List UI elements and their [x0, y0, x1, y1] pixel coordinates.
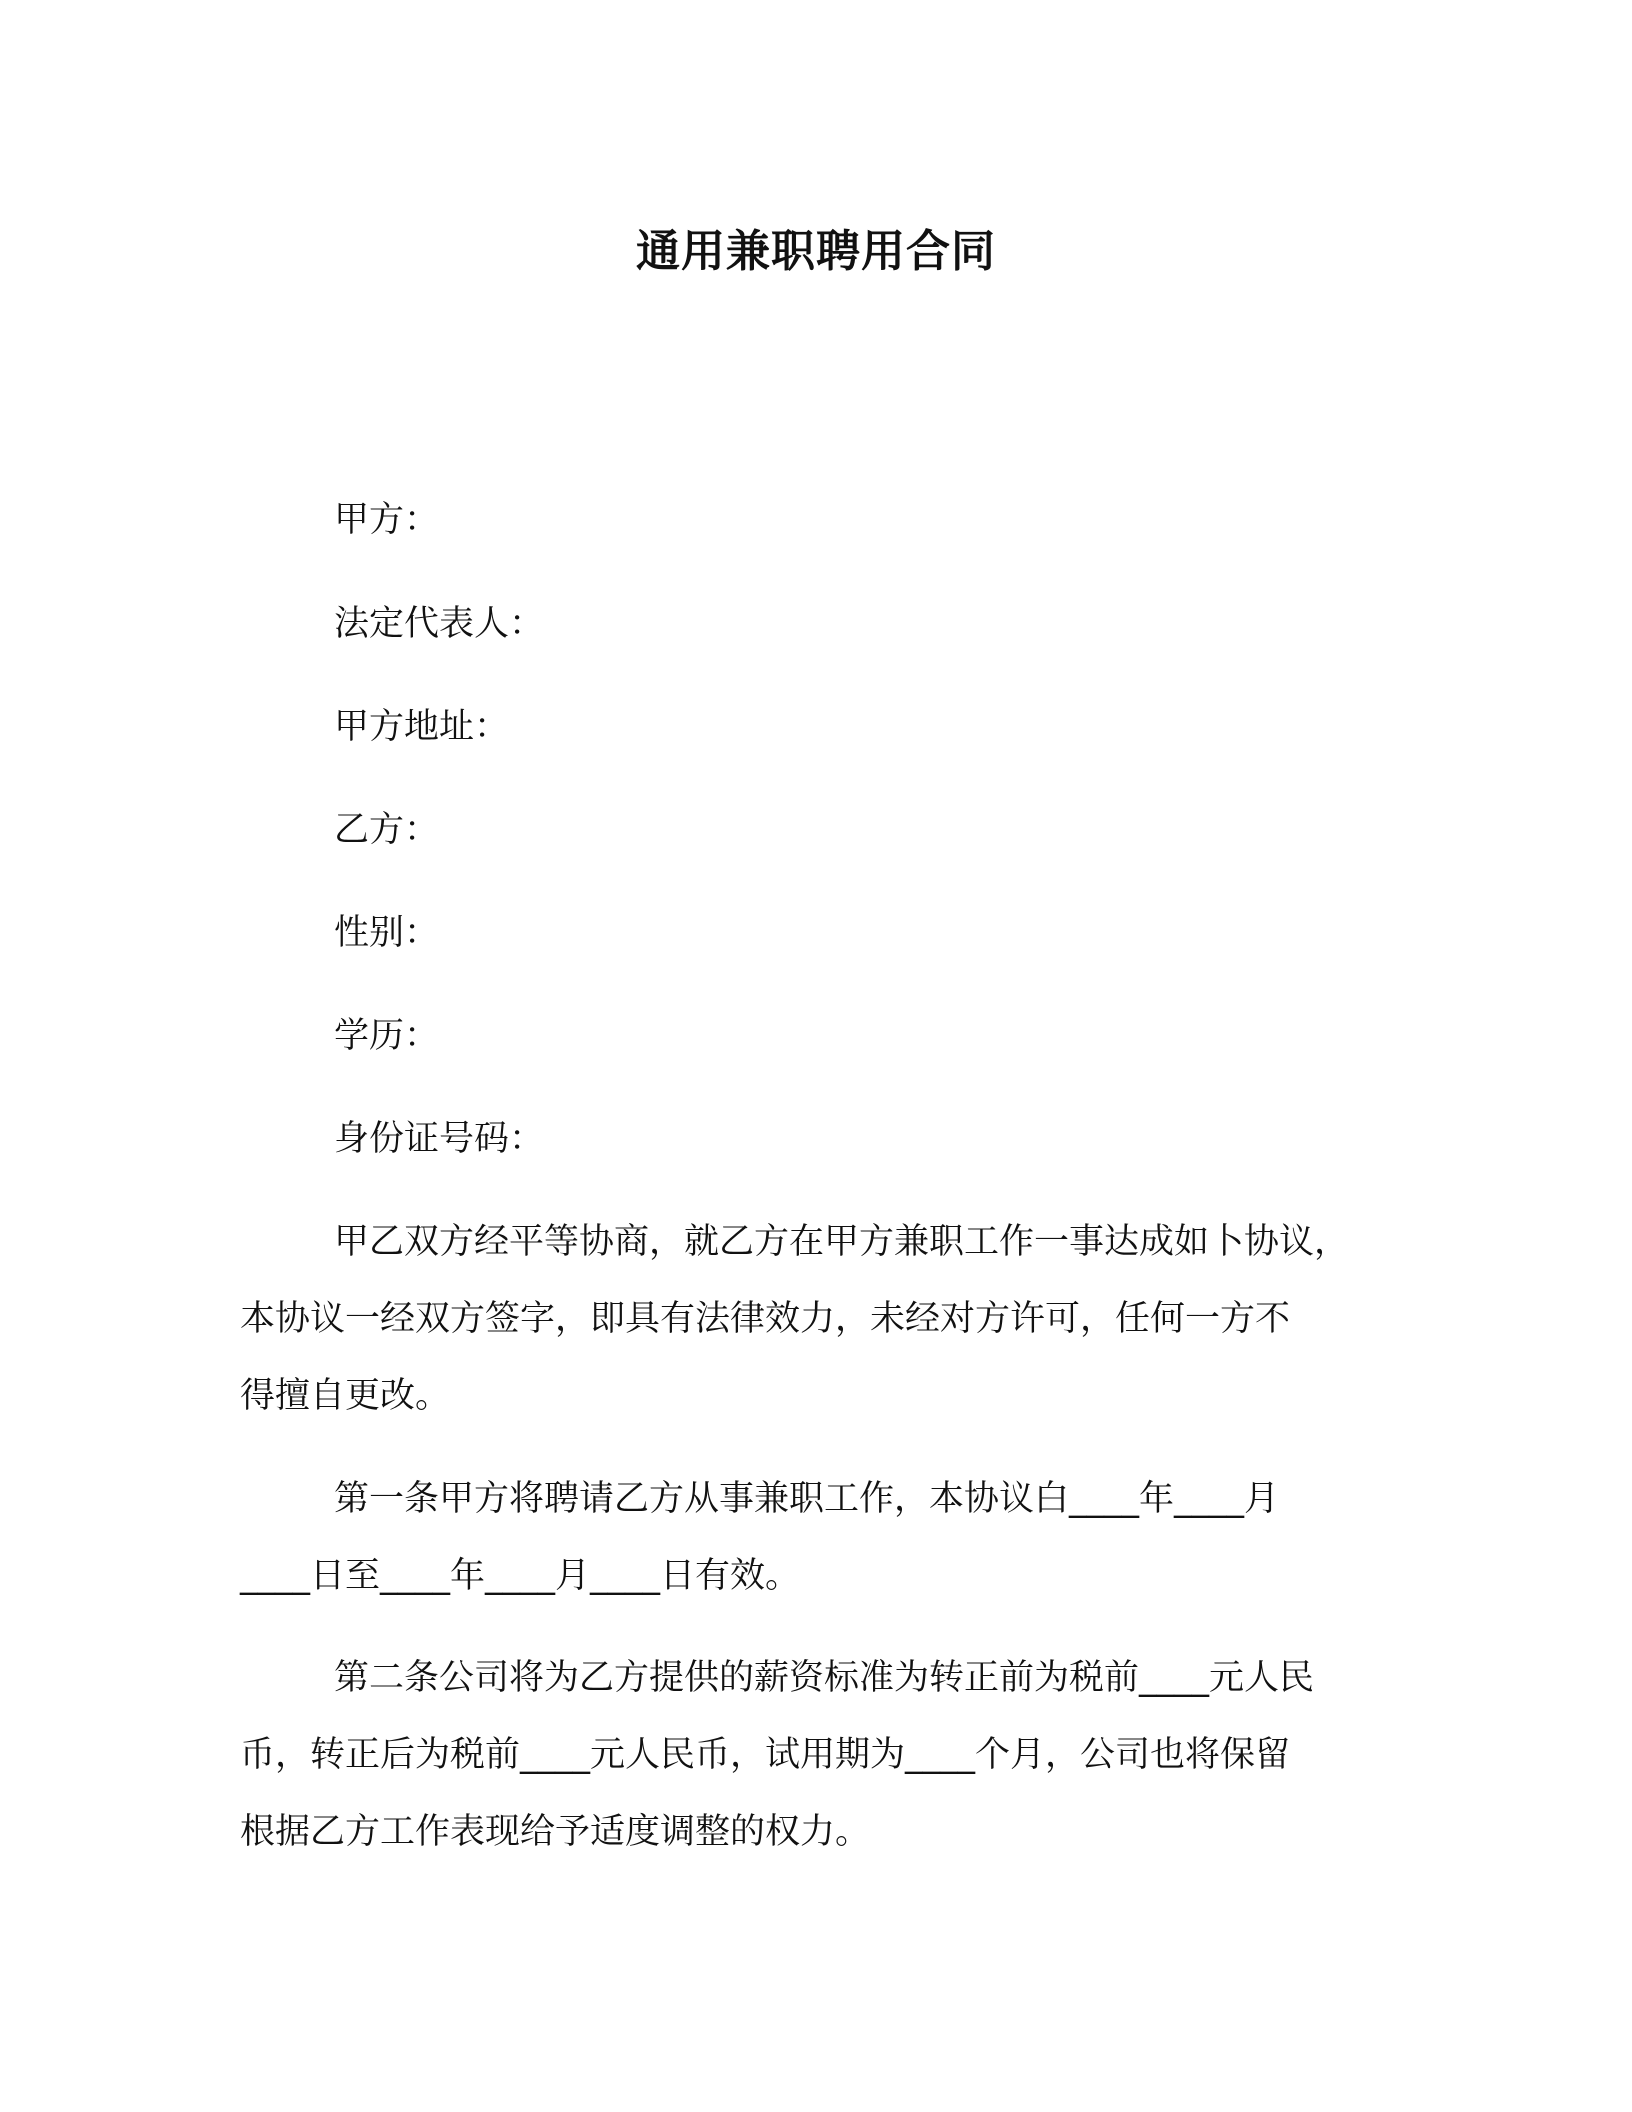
paragraph-line: ____日至____年____月____日有效。 — [240, 1556, 801, 1596]
paragraph-line: 第一条甲方将聘请乙方从事兼职工作，本协议白____年____月 — [334, 1479, 1280, 1519]
document-title: 通用兼职聘用合同 — [636, 226, 996, 277]
paragraph-line: 得擅自更改。 — [240, 1376, 451, 1416]
paragraph-article-2 — [240, 1640, 1400, 1871]
paragraph-line: 币，转正后为税前____元人民币，试用期为____个月，公司也将保留 — [240, 1735, 1291, 1775]
paragraph-line: 根据乙方工作表现给予适度调整的权力。 — [240, 1812, 871, 1852]
paragraph-article-1 — [240, 1461, 1400, 1615]
field-party-a-address: 甲方地址： — [334, 707, 510, 747]
field-party-b: 乙方： — [334, 810, 440, 850]
paragraph-line: 本协议一经双方签字，即具有法律效力，未经对方许可，任何一方不 — [240, 1299, 1291, 1339]
paragraph-agreement-intro — [240, 1204, 1400, 1435]
field-gender: 性别： — [334, 913, 440, 953]
field-party-a: 甲方： — [334, 500, 440, 540]
field-education: 学历： — [334, 1016, 440, 1056]
paragraph-line: 甲乙双方经平等协商，就乙方在甲方兼职工作一事达成如卜协议， — [334, 1222, 1350, 1262]
paragraph-line: 第二条公司将为乙方提供的薪资标准为转正前为税前____元人民 — [334, 1658, 1315, 1698]
field-id-number: 身份证号码： — [334, 1119, 545, 1159]
field-legal-representative: 法定代表人： — [334, 604, 545, 644]
